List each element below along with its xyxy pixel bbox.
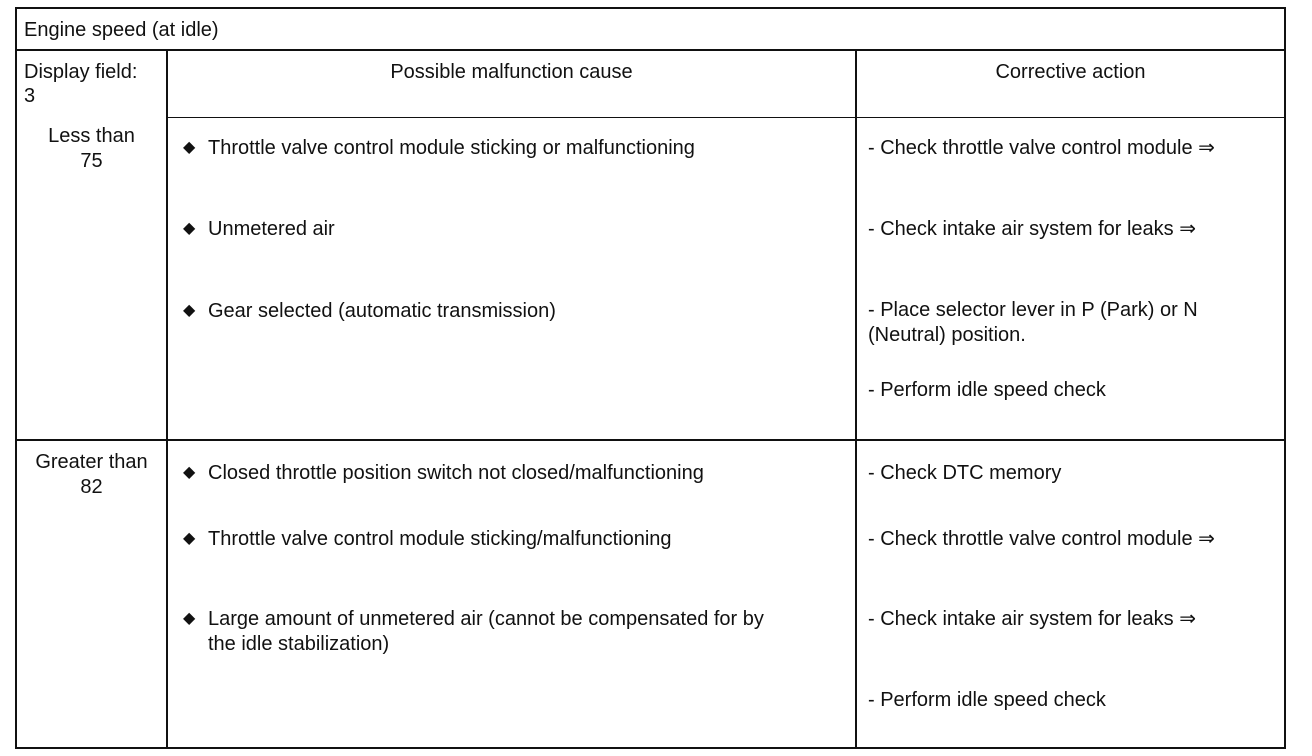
row2-cause-3-line1: Large amount of unmetered air (cannot be compensated for by: [208, 608, 764, 630]
header-underline-cause: [168, 117, 855, 118]
bullet-icon: ◆: [183, 302, 196, 319]
bullet-icon: ◆: [183, 610, 196, 627]
row2-value-line1: Greater than: [35, 451, 148, 473]
row2-action-2: - Check throttle valve control module ⇒: [868, 528, 1215, 550]
row1-action-1: - Check throttle valve control module ⇒: [868, 137, 1215, 159]
row2-cause-2: Throttle valve control module sticking/malfunctioning: [208, 528, 672, 550]
bullet-icon: ◆: [183, 464, 196, 481]
row-divider: [17, 439, 1284, 441]
column-divider-1: [166, 51, 168, 747]
row2-action-3: - Check intake air system for leaks ⇒: [868, 608, 1196, 630]
bullet-icon: ◆: [183, 220, 196, 237]
header-display-field-line1: Display field:: [24, 61, 138, 83]
title-divider: [17, 49, 1284, 51]
row1-action-3-line1: - Place selector lever in P (Park) or N: [868, 299, 1198, 321]
row1-action-2: - Check intake air system for leaks ⇒: [868, 218, 1196, 240]
row1-action-4: - Perform idle speed check: [868, 379, 1106, 401]
row1-value-line1: Less than: [48, 125, 135, 147]
bullet-icon: ◆: [183, 139, 196, 156]
row1-cause-2: Unmetered air: [208, 218, 335, 240]
table-title: Engine speed (at idle): [24, 19, 219, 41]
diagnostic-table: [15, 7, 1286, 749]
row2-action-4: - Perform idle speed check: [868, 689, 1106, 711]
column-divider-2: [855, 51, 857, 747]
row2-value-line2: 82: [80, 476, 103, 498]
bullet-icon: ◆: [183, 530, 196, 547]
row1-cause-3: Gear selected (automatic transmission): [208, 300, 556, 322]
row2-cause-3-line2: the idle stabilization): [208, 633, 390, 655]
row2-cause-1: Closed throttle position switch not closed/malfunctioning: [208, 462, 704, 484]
header-cause: Possible malfunction cause: [390, 61, 633, 83]
header-action: Corrective action: [995, 61, 1146, 83]
row1-action-3-line2: (Neutral) position.: [868, 324, 1026, 346]
row1-value-line2: 75: [80, 150, 103, 172]
row1-cause-1: Throttle valve control module sticking or malfunctioning: [208, 137, 695, 159]
row2-action-1: - Check DTC memory: [868, 462, 1062, 484]
header-underline-action: [857, 117, 1284, 118]
header-display-field-line2: 3: [24, 85, 36, 107]
